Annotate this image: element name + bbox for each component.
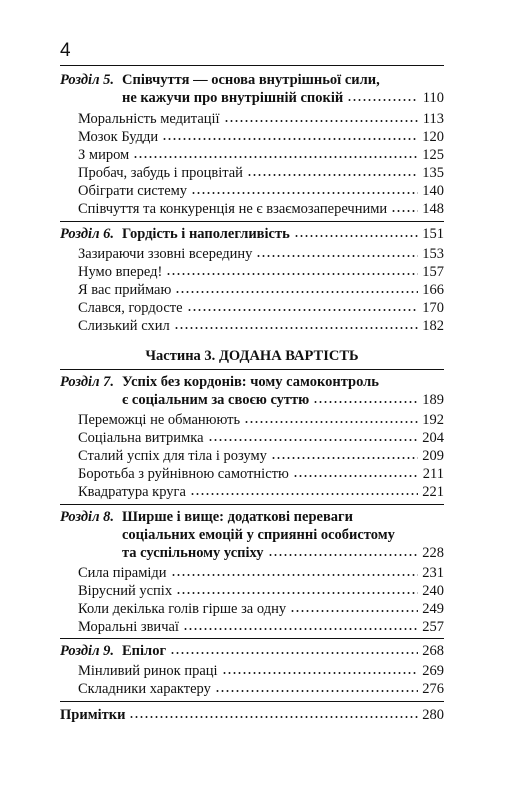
chapter-title-line: Співчуття — основа внутрішньої сили, [122, 72, 380, 88]
page-ref: 113 [422, 111, 444, 127]
toc-entry[interactable] [78, 662, 444, 680]
part-3-heading[interactable] [60, 347, 444, 365]
chapter-title-line: соціальних емоцій у сприянні особистому [122, 527, 395, 543]
page-ref: 157 [422, 264, 444, 280]
entry-title: Соціальна витримка [78, 430, 204, 446]
chapter-title-line: та суспільному успіху [122, 545, 264, 561]
toc-chapter-7-heading-cont[interactable] [122, 391, 444, 409]
entry-title: Мозок Будди [78, 129, 159, 145]
chapter-divider [60, 504, 444, 505]
chapter-title-line: Успіх без кордонів: чому самоконтроль [122, 374, 379, 390]
dot-leader [290, 609, 418, 613]
page-ref: 182 [422, 318, 444, 334]
dot-leader [175, 290, 418, 294]
page-ref: 269 [422, 663, 444, 679]
entry-title: Моральність медитації [78, 111, 220, 127]
chapter-label: Розділ 5. [60, 72, 115, 88]
toc-entry[interactable] [78, 164, 444, 182]
entry-title: Зазираючи ззовні всередину [78, 246, 253, 262]
dot-leader [166, 272, 418, 276]
toc-chapter-8-heading-cont[interactable] [122, 544, 444, 562]
entry-title: Сила піраміди [78, 565, 167, 581]
dot-leader [271, 456, 418, 460]
dot-leader [247, 173, 418, 177]
dot-leader [293, 474, 418, 478]
chapter-label: Розділ 8. [60, 509, 115, 525]
page-ref: 276 [422, 681, 444, 697]
entry-title: Боротьба з руйнівною самотністю [78, 466, 289, 482]
chapter-divider [60, 701, 444, 702]
dot-leader [170, 651, 418, 655]
dot-leader [133, 155, 418, 159]
dot-leader [174, 326, 418, 330]
page-ref: 231 [422, 565, 444, 581]
entry-title: Мінливий ринок праці [78, 663, 218, 679]
dot-leader [313, 400, 418, 404]
toc-chapter-8-heading[interactable] [60, 508, 444, 526]
dot-leader [191, 191, 418, 195]
toc-entry[interactable] [78, 618, 444, 636]
page-ref: 221 [422, 484, 444, 500]
toc-entry[interactable] [78, 200, 444, 218]
toc-chapter-9-heading[interactable] [60, 642, 444, 660]
toc-entry[interactable] [78, 429, 444, 447]
toc-entry[interactable] [78, 411, 444, 429]
toc-entry[interactable] [78, 128, 444, 146]
entry-title: Слався, гордосте [78, 300, 183, 316]
entry-title: Вірусний успіх [78, 583, 173, 599]
dot-leader [183, 627, 418, 631]
part-title: ДОДАНА ВАРТІСТЬ [218, 348, 359, 364]
dot-leader [268, 553, 419, 557]
page-ref: 209 [422, 448, 444, 464]
entry-title: Слизький схил [78, 318, 170, 334]
page-ref: 257 [422, 619, 444, 635]
toc-entry[interactable] [78, 582, 444, 600]
entry-title: Обігрaти систему [78, 183, 188, 199]
page-ref: 268 [422, 643, 444, 659]
page-ref: 135 [422, 165, 444, 181]
toc-entry[interactable] [78, 245, 444, 263]
page-ref: 240 [422, 583, 444, 599]
chapter-title: Епілог [122, 643, 167, 659]
page-ref: 228 [422, 545, 444, 561]
page-ref: 189 [422, 392, 444, 408]
chapter-title: Гордість і наполегливість [122, 226, 290, 242]
toc-entry[interactable] [78, 182, 444, 200]
chapter-divider [60, 221, 444, 222]
dot-leader [190, 492, 418, 496]
dot-leader [347, 98, 418, 102]
dot-leader [162, 137, 418, 141]
entry-title: Коли декілька голів гірше за одну [78, 601, 287, 617]
page-ref: 120 [422, 129, 444, 145]
dot-leader [176, 591, 418, 595]
toc-entry[interactable] [78, 465, 444, 483]
dot-leader [208, 438, 418, 442]
toc-entry[interactable] [78, 263, 444, 281]
page-ref: 166 [422, 282, 444, 298]
entry-title: Пробач, забудь і процвітай [78, 165, 243, 181]
page-ref: 204 [422, 430, 444, 446]
chapter-title-line: є соціальним за своєю суттю [122, 392, 310, 408]
toc-entry[interactable] [78, 146, 444, 164]
toc-chapter-5-heading[interactable] [60, 71, 444, 89]
chapter-label: Розділ 9. [60, 643, 115, 659]
page-ref: 280 [422, 707, 444, 723]
page-number: 4 [60, 40, 71, 61]
chapter-divider [60, 369, 444, 370]
entry-title: Квадратура круга [78, 484, 186, 500]
dot-leader [222, 671, 418, 675]
toc-entry[interactable] [78, 317, 444, 335]
page-ref: 110 [422, 90, 444, 106]
page-ref: 151 [422, 226, 444, 242]
chapter-title-line: не кажучи про внутрішній спокій [122, 90, 344, 106]
chapter-label: Розділ 6. [60, 226, 115, 242]
toc-entry[interactable] [78, 564, 444, 582]
toc-entry[interactable] [78, 281, 444, 299]
entry-title: З миром [78, 147, 130, 163]
toc-entry[interactable] [78, 600, 444, 618]
toc-chapter-6-heading[interactable] [60, 225, 444, 243]
toc-entry[interactable] [78, 299, 444, 317]
dot-leader [391, 209, 418, 213]
part-label: Частина 3. [145, 348, 216, 364]
dot-leader [129, 715, 418, 719]
toc-entry[interactable] [78, 447, 444, 465]
page-ref: 140 [422, 183, 444, 199]
chapter-title-line: Ширше і вище: додаткові переваги [122, 509, 353, 525]
dot-leader [294, 234, 418, 238]
chapter-divider [60, 638, 444, 639]
entry-title: Сталий успіх для тіла і розуму [78, 448, 267, 464]
toc-entry[interactable] [78, 483, 444, 501]
entry-title: Переможці не обманюють [78, 412, 241, 428]
page-ref: 125 [422, 147, 444, 163]
page-ref: 170 [422, 300, 444, 316]
dot-leader [187, 308, 418, 312]
toc-chapter-5-heading-cont[interactable] [122, 89, 444, 107]
toc-chapter-7-heading[interactable] [60, 373, 444, 391]
notes-title: Примітки [60, 707, 126, 723]
page-ref: 192 [422, 412, 444, 428]
entry-title: Я вас приймаю [78, 282, 172, 298]
page-ref: 249 [422, 601, 444, 617]
entry-title: Нумо вперед! [78, 264, 163, 280]
page-ref: 148 [422, 201, 444, 217]
dot-leader [224, 119, 418, 123]
dot-leader [215, 689, 418, 693]
chapter-label: Розділ 7. [60, 374, 115, 390]
entry-title: Моральні звичаї [78, 619, 179, 635]
dot-leader [256, 254, 418, 258]
page-ref: 211 [422, 466, 444, 482]
entry-title: Складники характеру [78, 681, 211, 697]
entry-title: Співчуття та конкуренція не є взаємозаперечними [78, 201, 388, 217]
dot-leader [244, 420, 418, 424]
toc-entry[interactable] [78, 680, 444, 698]
toc-chapter-8-heading-cont[interactable] [122, 526, 444, 544]
header-rule [60, 65, 444, 66]
toc-notes[interactable] [60, 706, 444, 724]
dot-leader [171, 573, 418, 577]
page-ref: 153 [422, 246, 444, 262]
toc-entry[interactable] [78, 110, 444, 128]
